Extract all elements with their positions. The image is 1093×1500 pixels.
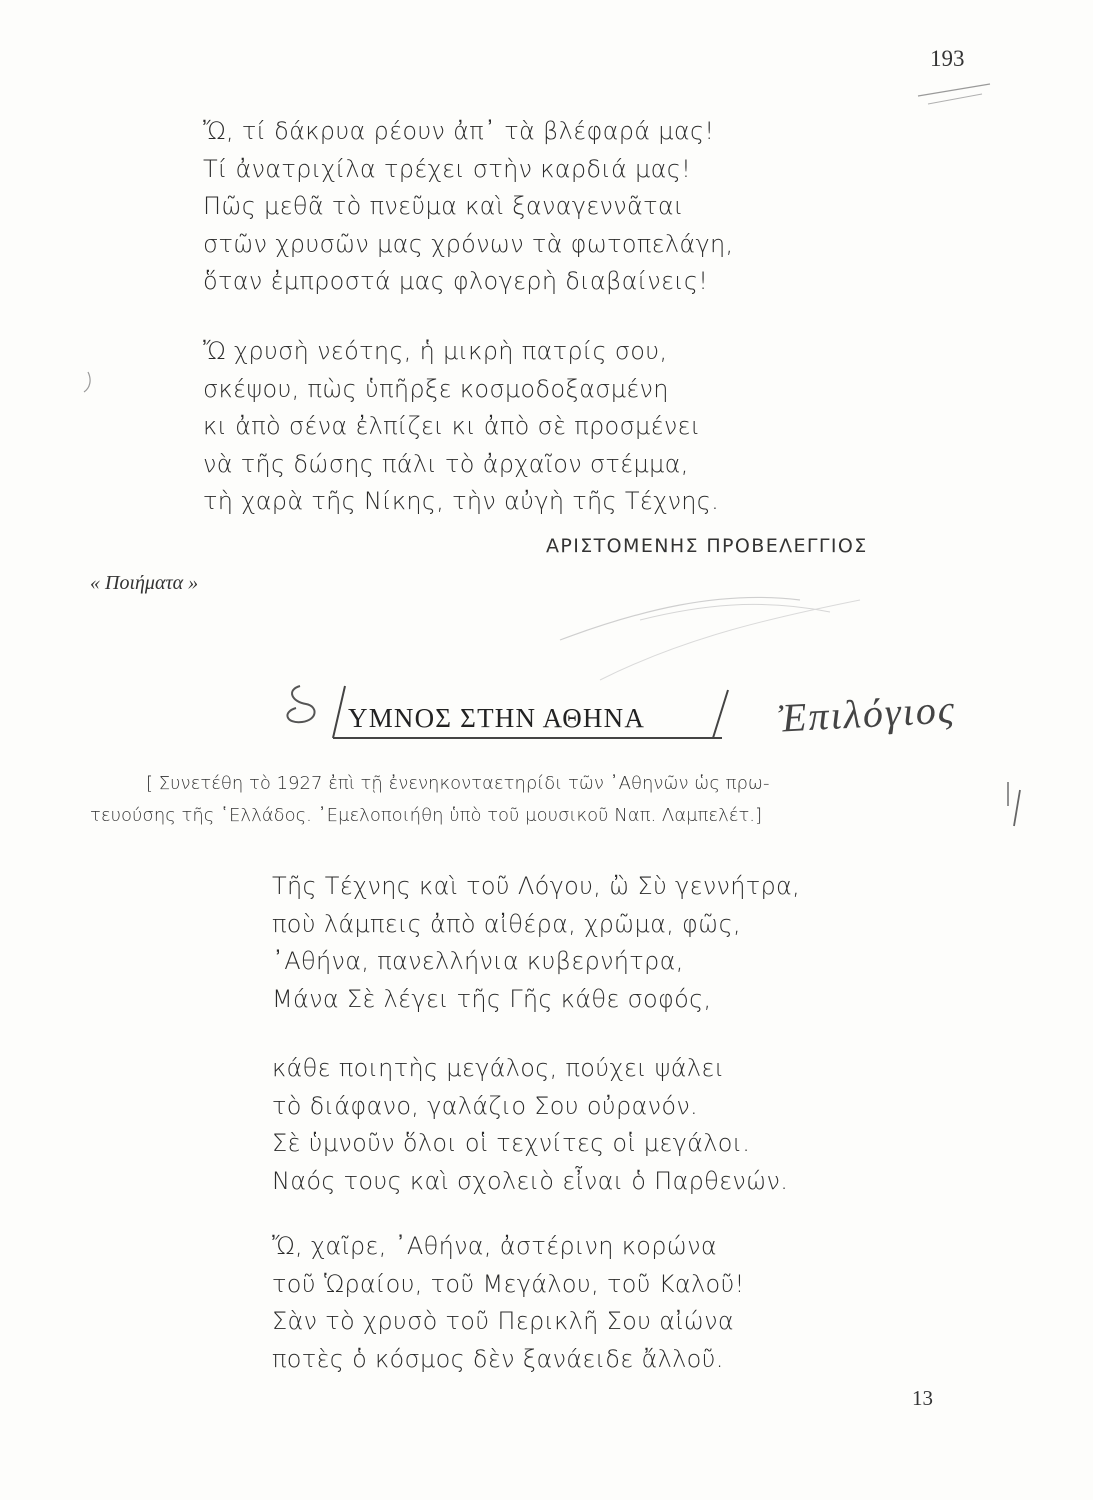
verse-line: ποὺ λάμπεις ἀπὸ αἰθέρα, χρῶμα, φῶς, xyxy=(272,909,741,938)
verse-line: Σὰν τὸ χρυσὸ τοῦ Περικλῆ Σου αἰώνα xyxy=(272,1307,734,1335)
note-line: [ Συνετέθη τὸ 1927 ἐπὶ τῇ ἐνενηκονταετηρίδι τῶν ᾿Αθηνῶν ὡς πρω- xyxy=(146,773,770,794)
first-poem-stanza-2 xyxy=(203,333,719,521)
verse-line: στῶν χρυσῶν μας χρόνων τὰ φωτοπελάγη, xyxy=(203,229,734,258)
verse-line: Ναός τους καὶ σχολειὸ εἶναι ὁ Παρθενών. xyxy=(272,1166,789,1195)
verse-line: νὰ τῆς δώσης πάλι τὸ ἀρχαῖον στέμμα, xyxy=(203,449,689,478)
source-title: « Ποιήματα » xyxy=(90,572,199,594)
note-line: τευούσης τῆς ῾Ελλάδος. ᾿Εμελοποιήθη ὑπὸ τοῦ μουσικοῦ Ναπ. Λαμπελέτ.] xyxy=(90,805,763,826)
verse-line: κι ἀπὸ σένα ἐλπίζει κι ἀπὸ σὲ προσμένει xyxy=(203,412,701,440)
second-poem-stanza-3 xyxy=(272,1228,745,1378)
verse-line: ὅταν ἐμπροστά μας φλογερὴ διαβαίνεις! xyxy=(203,267,709,295)
verse-line: κάθε ποιητὴς μεγάλος, πούχει ψάλει xyxy=(272,1054,725,1082)
verse-line: Τῆς Τέχνης καὶ τοῦ Λόγου, ὢ Σὺ γεννήτρα, xyxy=(272,872,801,900)
verse-line: Ὤ, τί δάκρυα ρέουν ἀπ᾿ τὰ βλέφαρά μας! xyxy=(203,117,715,145)
verse-line: τοῦ Ὡραίου, τοῦ Μεγάλου, τοῦ Καλοῦ! xyxy=(272,1269,745,1298)
verse-line: Πῶς μεθᾶ τὸ πνεῦμα καὶ ξαναγεννᾶται xyxy=(203,192,684,220)
verse-line: τὴ χαρὰ τῆς Νίκης, τὴν αὐγὴ τῆς Τέχνης. xyxy=(203,487,720,515)
first-poem-stanza-1 xyxy=(203,113,733,301)
page-number-bottom: 13 xyxy=(912,1386,933,1410)
author-name: ΑΡΙΣΤΟΜΕΝΗΣ ΠΡΟΒΕΛΕΓΓΙΟΣ xyxy=(546,535,868,557)
second-poem-stanza-1 xyxy=(272,868,800,1018)
handwritten-note: Ἐπιλόγιος xyxy=(776,686,957,741)
verse-line: τὸ διάφανο, γαλάζιο Σου οὐρανόν. xyxy=(272,1091,698,1120)
verse-line: ποτὲς ὁ κόσμος δὲν ξανάειδε ἄλλοῦ. xyxy=(272,1344,724,1373)
verse-line: Ὤ, χαῖρε, ᾿Αθήνα, ἀστέρινη κορώνα xyxy=(272,1232,717,1260)
second-poem-stanza-2 xyxy=(272,1050,788,1200)
poem-title: ΥΜΝΟΣ ΣΤΗΝ ΑΘΗΝΑ xyxy=(348,703,646,733)
verse-line: Τί ἀνατριχίλα τρέχει στὴν καρδιά μας! xyxy=(203,154,692,183)
page-number-top: 193 xyxy=(930,46,965,71)
verse-line: Σὲ ὑμνοῦν ὅλοι οἱ τεχνίτες οἱ μεγάλοι. xyxy=(272,1129,751,1157)
verse-line: ᾿Αθήνα, πανελλήνια κυβερνήτρα, xyxy=(272,947,684,975)
verse-line: Μάνα Σὲ λέγει τῆς Γῆς κάθε σοφός, xyxy=(272,984,712,1013)
verse-line: Ὤ χρυσὴ νεότης, ἡ μικρὴ πατρίς σου, xyxy=(203,337,668,365)
editorial-note xyxy=(90,768,1010,832)
verse-line: σκέψου, πὼς ὑπῆρξε κοσμοδοξασμένη xyxy=(203,374,669,403)
